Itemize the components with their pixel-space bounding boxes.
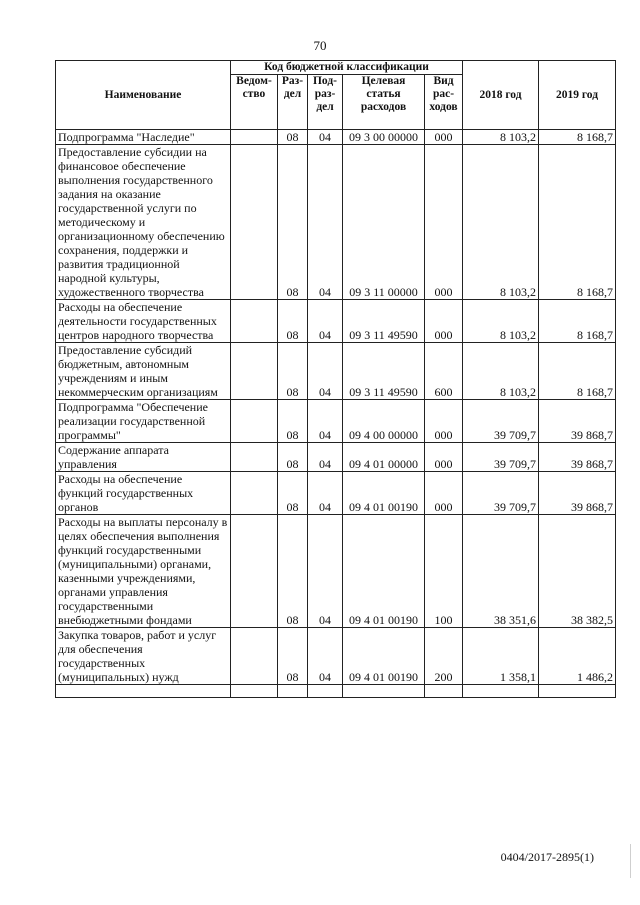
table-row [56, 400, 616, 443]
row-name: Подпрограмма "Обеспечение реализации государственной программы" [56, 400, 231, 443]
row-podrazdel: 04 [308, 628, 343, 685]
budget-table [55, 60, 616, 698]
row-expense-type: 100 [425, 515, 463, 628]
row-amount-2018: 8 103,2 [463, 343, 539, 400]
row-expense-type: 000 [425, 130, 463, 145]
header-2019: 2019 год [539, 61, 616, 130]
row-amount-2018: 8 103,2 [463, 145, 539, 300]
row-target-article: 09 4 01 00190 [343, 628, 425, 685]
row-name: Подпрограмма "Наследие" [56, 130, 231, 145]
table-body [56, 130, 616, 698]
document-code: 0404/2017-2895(1) [500, 850, 594, 864]
row-name: Предоставление субсидий бюджетным, автономным учреждениям и иным некоммерческим организациям [56, 343, 231, 400]
row-razdel: 08 [278, 300, 308, 343]
row-vedomstvo [231, 443, 278, 472]
row-podrazdel: 04 [308, 130, 343, 145]
header-razdel: Раз-дел [278, 75, 308, 130]
row-expense-type: 000 [425, 300, 463, 343]
row-razdel: 08 [278, 443, 308, 472]
row-expense-type: 000 [425, 443, 463, 472]
row-expense-type: 200 [425, 628, 463, 685]
row-target-article: 09 4 00 00000 [343, 400, 425, 443]
row-amount-2019: 39 868,7 [539, 472, 616, 515]
header-2018: 2018 год [463, 61, 539, 130]
row-amount-2019: 39 868,7 [539, 400, 616, 443]
row-podrazdel: 04 [308, 300, 343, 343]
table-row [56, 515, 616, 628]
row-razdel: 08 [278, 515, 308, 628]
row-vedomstvo [231, 400, 278, 443]
row-target-article: 09 4 01 00000 [343, 443, 425, 472]
table-row [56, 628, 616, 685]
row-amount-2018: 1 358,1 [463, 628, 539, 685]
row-target-article: 09 4 01 00190 [343, 515, 425, 628]
row-name: Закупка товаров, работ и услуг для обеспечения государственных (муниципальных) нужд [56, 628, 231, 685]
header-podrazdel: Под-раз-дел [308, 75, 343, 130]
table-row-empty [56, 685, 616, 698]
table-row [56, 300, 616, 343]
row-target-article: 09 3 00 00000 [343, 130, 425, 145]
row-target-article: 09 4 01 00190 [343, 472, 425, 515]
row-amount-2018: 8 103,2 [463, 300, 539, 343]
row-podrazdel: 04 [308, 400, 343, 443]
row-razdel: 08 [278, 400, 308, 443]
header-name: Наименование [56, 61, 231, 130]
header-budget-classification: Код бюджетной классификации [231, 61, 463, 75]
row-amount-2019: 38 382,5 [539, 515, 616, 628]
row-amount-2018: 39 709,7 [463, 472, 539, 515]
row-podrazdel: 04 [308, 515, 343, 628]
row-name: Расходы на обеспечение функций государственных органов [56, 472, 231, 515]
row-expense-type: 600 [425, 343, 463, 400]
row-razdel: 08 [278, 628, 308, 685]
row-expense-type: 000 [425, 400, 463, 443]
row-expense-type: 000 [425, 145, 463, 300]
row-amount-2019: 1 486,2 [539, 628, 616, 685]
row-amount-2018: 39 709,7 [463, 400, 539, 443]
row-vedomstvo [231, 472, 278, 515]
row-podrazdel: 04 [308, 145, 343, 300]
row-name: Содержание аппарата управления [56, 443, 231, 472]
row-name: Расходы на обеспечение деятельности государственных центров народного творчества [56, 300, 231, 343]
row-amount-2018: 39 709,7 [463, 443, 539, 472]
row-amount-2019: 8 168,7 [539, 343, 616, 400]
row-vedomstvo [231, 343, 278, 400]
row-razdel: 08 [278, 472, 308, 515]
row-vedomstvo [231, 628, 278, 685]
row-razdel: 08 [278, 130, 308, 145]
row-amount-2018: 38 351,6 [463, 515, 539, 628]
table-row [56, 472, 616, 515]
row-target-article: 09 3 11 00000 [343, 145, 425, 300]
row-amount-2019: 39 868,7 [539, 443, 616, 472]
row-vedomstvo [231, 145, 278, 300]
row-vedomstvo [231, 130, 278, 145]
table-row [56, 343, 616, 400]
row-amount-2019: 8 168,7 [539, 300, 616, 343]
row-name: Расходы на выплаты персоналу в целях обеспечения выполнения функций государственными (муниципальными) органами, казенными учреждениями, органами управления государственными внебюджетными фондами [56, 515, 231, 628]
table-row [56, 130, 616, 145]
row-podrazdel: 04 [308, 443, 343, 472]
header-target-article: Целевая статья расходов [343, 75, 425, 130]
row-vedomstvo [231, 300, 278, 343]
row-amount-2019: 8 168,7 [539, 145, 616, 300]
row-expense-type: 000 [425, 472, 463, 515]
scan-edge-line [630, 844, 631, 878]
row-podrazdel: 04 [308, 472, 343, 515]
row-name: Предоставление субсидии на финансовое обеспечение выполнения государственного задания на оказание государственной услуги по методическому и организационному обеспечению сохранения, поддержки и развития традиционной народной культуры, художественного творчества [56, 145, 231, 300]
table-row [56, 443, 616, 472]
row-amount-2018: 8 103,2 [463, 130, 539, 145]
header-expense-type: Вид рас-ходов [425, 75, 463, 130]
row-vedomstvo [231, 515, 278, 628]
row-razdel: 08 [278, 145, 308, 300]
row-razdel: 08 [278, 343, 308, 400]
header-vedomstvo: Ведом-ство [231, 75, 278, 130]
row-target-article: 09 3 11 49590 [343, 300, 425, 343]
page-number: 70 [313, 38, 327, 53]
row-podrazdel: 04 [308, 343, 343, 400]
table-row [56, 145, 616, 300]
row-amount-2019: 8 168,7 [539, 130, 616, 145]
row-target-article: 09 3 11 49590 [343, 343, 425, 400]
